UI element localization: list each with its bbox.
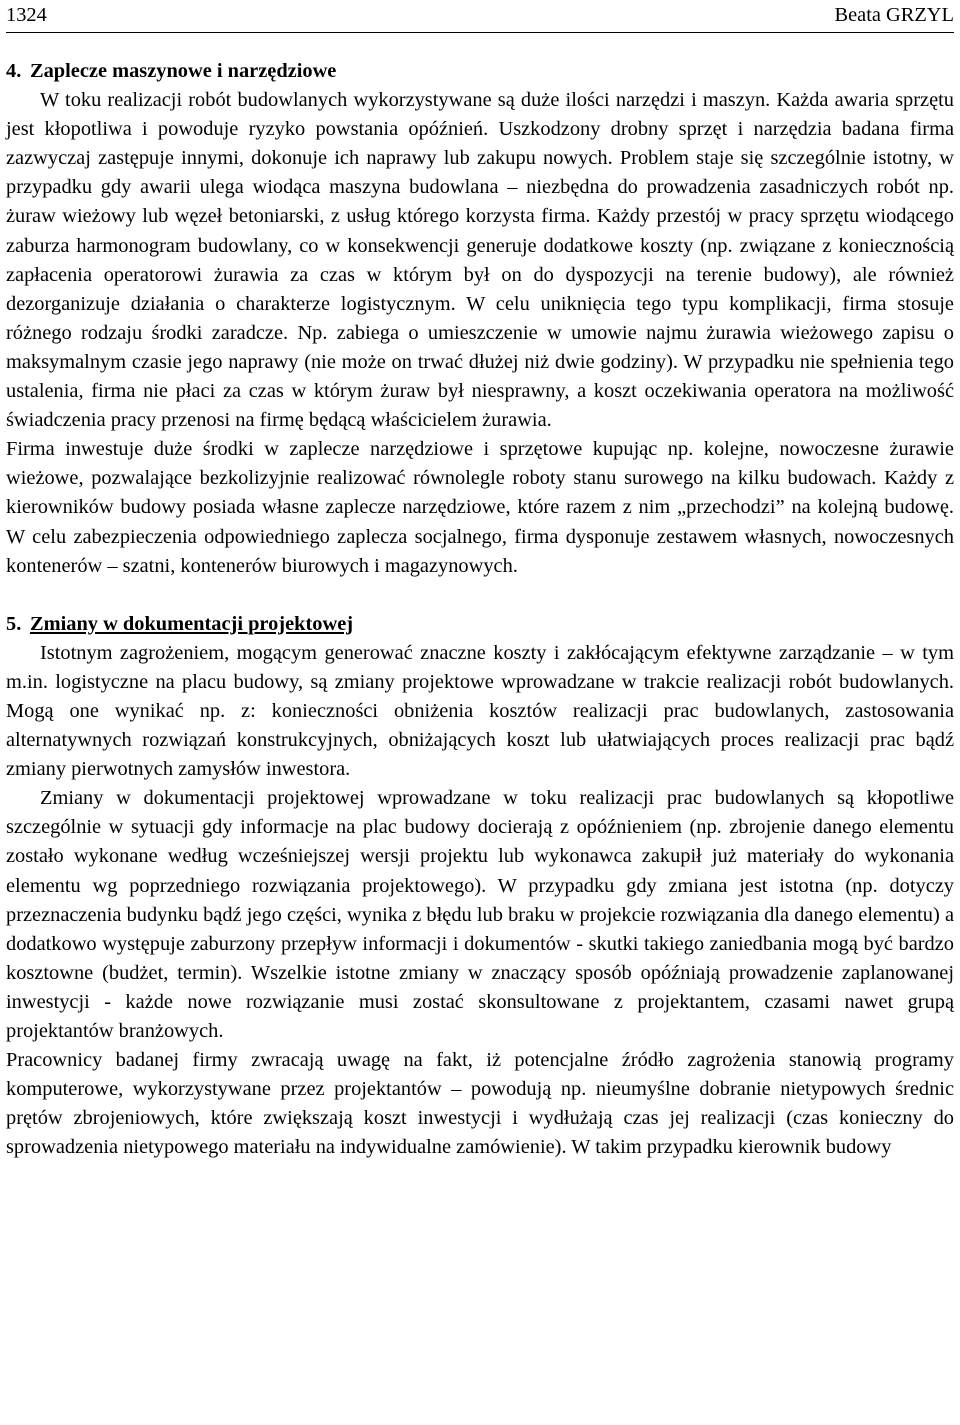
section-5-title: Zmiany w dokumentacji projektowej <box>30 612 354 635</box>
section-4-paragraph-1: W toku realizacji robót budowlanych wykorzystywane są duże ilości narzędzi i maszyn. Każda awaria sprzętu jest kłopotliwa i powoduje ryzyko powstania opóźnień. Uszkodzony drobny sprzęt i narzędzia badana firma zazwyczaj zastępuje innymi, dokonuje ich naprawy lub zakupu nowych. Problem staje się szczególnie istotny, w przypadku gdy awarii ulega wiodąca maszyna budowlana – niezbędna do prowadzenia zasadniczych robót np. żuraw wieżowy lub węzeł betoniarski, z usług którego korzysta firma. Każdy przestój w pracy sprzętu wiodącego zaburza harmonogram budowlany, co w konsekwencji generuje dodatkowe koszty (np. związane z koniecznością zapłacenia operatorowi żurawia za czas w którym był on do dyspozycji na terenie budowy), ale również dezorganizuje działania o charakterze logistycznym. W celu uniknięcia tego typu komplikacji, firma stosuje różnego rodzaju środki zaradcze. Np. zabiega o umieszczenie w umowie najmu żurawia wieżowego zapisu o maksymalnym czasie jego naprawy (nie może on trwać dłużej niż dwie godziny). W przypadku nie spełnienia tego ustalenia, firma nie płaci za czas w którym żuraw był niesprawny, a koszt oczekiwania operatora na możliwość świadczenia pracy przenosi na firmę będącą właścicielem żurawia. <box>6 89 954 432</box>
header-divider <box>6 32 954 33</box>
page-number: 1324 <box>6 4 47 26</box>
author-name: Beata GRZYL <box>834 4 954 26</box>
section-5-paragraph-2: Zmiany w dokumentacji projektowej wprowadzane w toku realizacji prac budowlanych są kłopotliwe szczególnie w sytuacji gdy informacje na plac budowy docierają z opóźnieniem (np. zbrojenie danego elementu zostało wykonane według wcześniejszej wersji projektu lub wykonawca zakupił już materiały do wykonania elementu wg poprzedniego rozwiązania projektowego). W przypadku gdy zmiana jest istotna (np. dotyczy przeznaczenia budynku bądź jego części, wynika z błędu lub braku w projekcie rozwiązania dla danego elementu) a dodatkowo występuje zaburzony przepływ informacji i dokumentów - skutki takiego zaniedbania mogą być bardzo kosztowne (budżet, termin). Wszelkie istotne zmiany w znaczący sposób opóźniają prowadzenie zaplanowanej inwestycji - każde nowe rozwiązanie musi zostać skonsultowane z projektantem, czasami nawet grupą projektantów branżowych. <box>6 787 954 1042</box>
document-page <box>6 0 954 1162</box>
section-5-paragraph-1: Istotnym zagrożeniem, mogącym generować znaczne koszty i zakłócającym efektywne zarządzanie – w tym m.in. logistyczne na placu budowy, są zmiany projektowe wprowadzane w trakcie realizacji robót budowlanych. Mogą one wynikać np. z: konieczności obniżenia kosztów realizacji prac budowlanych, zastosowania alternatywnych rozwiązań konstrukcyjnych, obniżających koszt lub ułatwiających proces realizacji prac bądź zmiany pierwotnych zamysłów inwestora. <box>6 641 954 781</box>
section-4-number: 4. <box>6 60 22 82</box>
section-4-heading <box>6 57 954 86</box>
section-4-paragraph-2: Firma inwestuje duże środki w zaplecze narzędziowe i sprzętowe kupując np. kolejne, nowoczesne żurawie wieżowe, pozwalające bezkolizyjnie realizować równolegle roboty stanu surowego na kilku budowach. Każdy z kierowników budowy posiada własne zaplecze narzędziowe, które razem z nim „przechodzi” na kolejną budowę. W celu zabezpieczenia odpowiedniego zaplecza socjalnego, firma dysponuje zestawem własnych, nowoczesnych kontenerów – szatni, kontenerów biurowych i magazynowych. <box>6 438 954 577</box>
section-5-paragraph-3: Pracownicy badanej firmy zwracają uwagę na fakt, iż potencjalne źródło zagrożenia stanowią programy komputerowe, wykorzystywane przez projektantów – powodują np. nieumyślne dobranie nietypowych średnic prętów zbrojeniowych, które zwiększają koszt inwestycji i wydłużają czas jej realizacji (czas konieczny do sprowadzenia nietypowego materiału na indywidualne zamówienie). W takim przypadku kierownik budowy <box>6 1049 954 1159</box>
section-spacer <box>6 581 954 610</box>
section-5-number: 5. <box>6 612 22 635</box>
page-header <box>6 0 954 30</box>
section-4-title: Zaplecze maszynowe i narzędziowe <box>30 60 337 82</box>
section-5-heading <box>6 610 954 639</box>
